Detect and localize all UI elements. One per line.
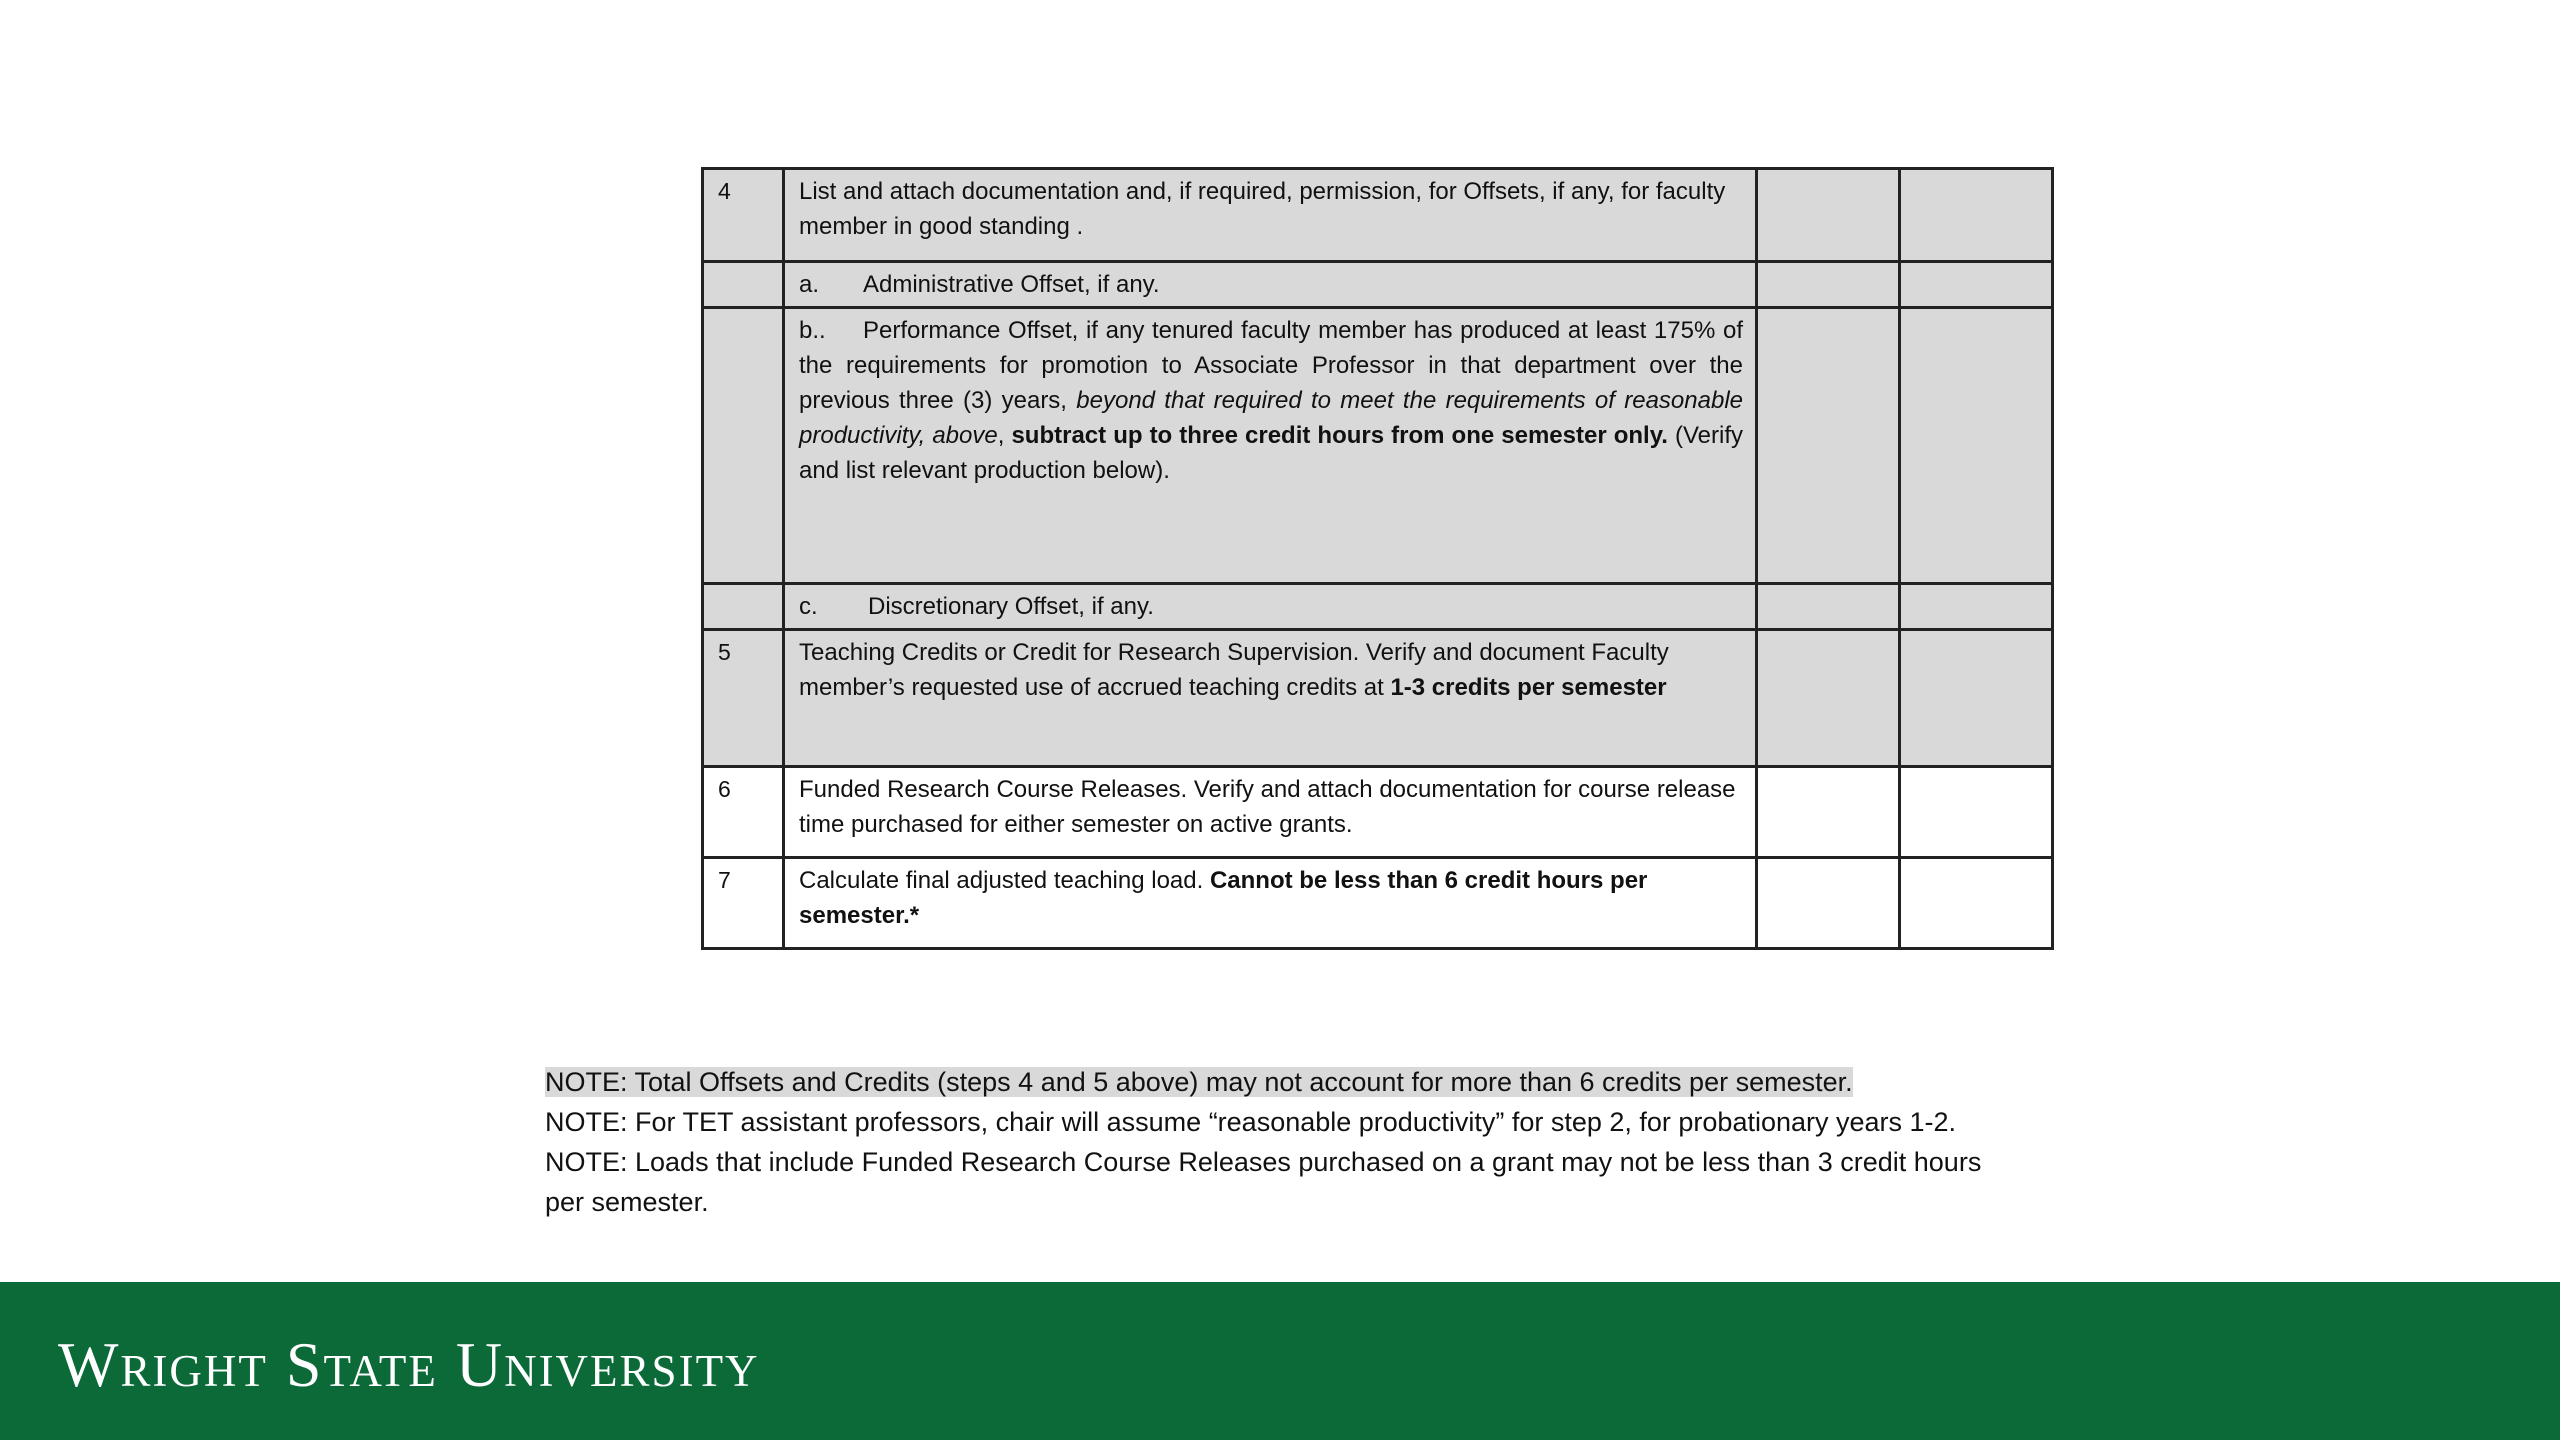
step-description: a. Administrative Offset, if any. — [784, 262, 1757, 308]
semester-1-cell — [1757, 767, 1900, 858]
table-row — [703, 262, 2053, 308]
table-row — [703, 169, 2053, 262]
note-tet-assistant: NOTE: For TET assistant professors, chair will assume “reasonable productivity” for step 2, for probationary years 1-2. — [545, 1107, 1957, 1137]
table-row — [703, 584, 2053, 630]
step-number — [703, 584, 784, 630]
step-description: Funded Research Course Releases. Verify and attach documentation for course release time purchased for either semester on active grants. — [784, 767, 1757, 858]
table-row — [703, 308, 2053, 584]
semester-2-cell — [1900, 584, 2053, 630]
semester-1-cell — [1757, 584, 1900, 630]
semester-2-cell — [1900, 262, 2053, 308]
semester-1-cell — [1757, 262, 1900, 308]
note-offsets-limit: NOTE: Total Offsets and Credits (steps 4 and 5 above) may not account for more than 6 credits per semester. — [545, 1067, 1853, 1097]
notes-block — [545, 1062, 2025, 1222]
semester-2-cell — [1900, 858, 2053, 949]
semester-2-cell — [1900, 767, 2053, 858]
step-description: c. Discretionary Offset, if any. — [784, 584, 1757, 630]
step-number: 6 — [703, 767, 784, 858]
step-description: List and attach documentation and, if required, permission, for Offsets, if any, for faculty member in good standing . — [784, 169, 1757, 262]
semester-1-cell — [1757, 308, 1900, 584]
table-row — [703, 858, 2053, 949]
step-number: 7 — [703, 858, 784, 949]
semester-1-cell — [1757, 630, 1900, 767]
step-number: 5 — [703, 630, 784, 767]
step-number: 4 — [703, 169, 784, 262]
step-description: Teaching Credits or Credit for Research Supervision. Verify and document Faculty member’s requested use of accrued teaching credits at 1-3 credits per semester — [784, 630, 1757, 767]
teaching-load-table — [701, 167, 2054, 950]
table-row — [703, 630, 2053, 767]
university-logo-text: Wright State University — [58, 1329, 760, 1400]
semester-2-cell — [1900, 630, 2053, 767]
step-description: Calculate final adjusted teaching load. Cannot be less than 6 credit hours per semester.* — [784, 858, 1757, 949]
footer-banner — [0, 1282, 2560, 1440]
semester-1-cell — [1757, 169, 1900, 262]
semester-2-cell — [1900, 308, 2053, 584]
step-number — [703, 262, 784, 308]
step-number — [703, 308, 784, 584]
table-row — [703, 767, 2053, 858]
semester-2-cell — [1900, 169, 2053, 262]
note-funded-releases: NOTE: Loads that include Funded Research Course Releases purchased on a grant may not be less than 3 credit hours per semester. — [545, 1147, 1982, 1217]
step-description: b.. Performance Offset, if any tenured faculty member has produced at least 175% of the requirements for promotion to Associate Professor in that department over the previous three (3) years, beyond that required to meet the requirements of reasonable productivity, above, subtract up to three credit hours from one semester only. (Verify and list relevant production below). — [784, 308, 1757, 584]
semester-1-cell — [1757, 858, 1900, 949]
